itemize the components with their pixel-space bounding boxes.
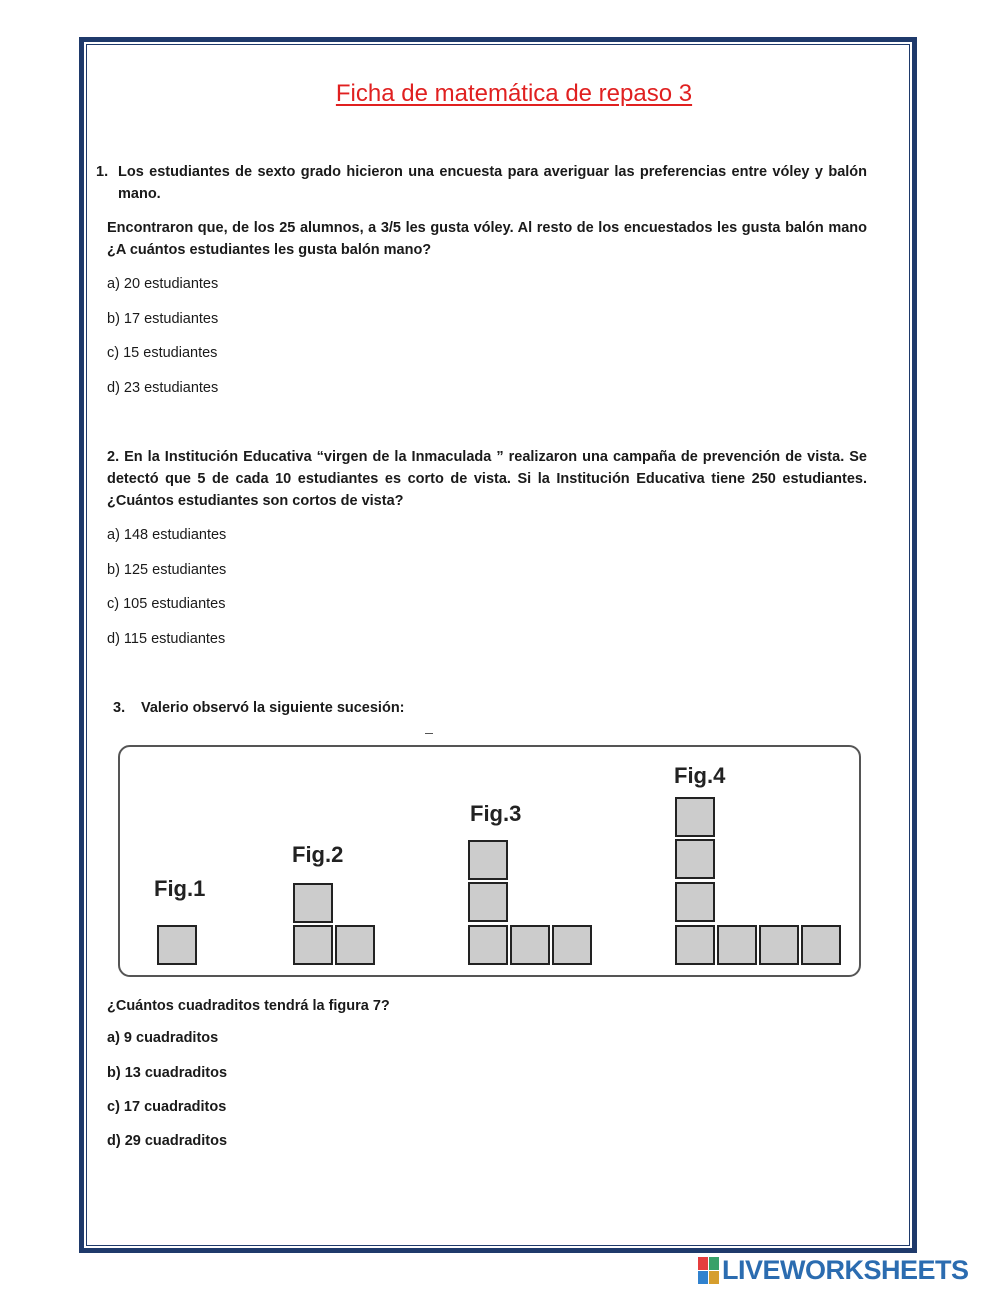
fig-4-square	[717, 925, 757, 965]
fig-2-square	[293, 883, 333, 923]
logo-block	[709, 1271, 719, 1284]
question-3-number: 3.	[113, 700, 126, 716]
fig-4-square	[675, 882, 715, 922]
fig-3-square	[468, 925, 508, 965]
fig-3-square	[552, 925, 592, 965]
question-1-number: 1.	[96, 164, 109, 180]
fig-2-square	[293, 925, 333, 965]
q2-option-c[interactable]: c) 105 estudiantes	[107, 596, 226, 612]
q3-option-d[interactable]: d) 29 cuadraditos	[107, 1133, 228, 1149]
logo-block	[709, 1257, 719, 1270]
question-2-text: 2. En la Institución Educativa “virgen de la Inmaculada ” realizaron una campaña de prevención de vista. Se detectó que 5 de cada 10 estudiantes es corto de vista. Si la Institución Educativa tiene 250 estudiantes. ¿Cuántos estudiantes son cortos de vista?	[107, 449, 867, 509]
q3-option-c[interactable]: c) 17 cuadraditos	[107, 1099, 227, 1115]
liveworksheets-logo[interactable]	[698, 1256, 969, 1284]
question-1-text: Los estudiantes de sexto grado hicieron una encuesta para averiguar las preferencias entre vóley y balón mano.	[118, 164, 867, 202]
fig-4-square	[801, 925, 841, 965]
fig-4-square	[759, 925, 799, 965]
question-1-text-2: Encontraron que, de los 25 alumnos, a 3/5 les gusta vóley. Al resto de los encuestados les gusta balón mano ¿A cuántos estudiantes les gusta balón mano?	[107, 220, 867, 258]
q1-option-d[interactable]: d) 23 estudiantes	[107, 380, 219, 396]
q3-option-a[interactable]: a) 9 cuadraditos	[107, 1030, 219, 1046]
fig-4-square	[675, 925, 715, 965]
fig-3-square	[468, 840, 508, 880]
fig-4-square	[675, 797, 715, 837]
fig-3-square	[468, 882, 508, 922]
fig-2-label: Fig.2	[292, 842, 344, 867]
fig-1-label: Fig.1	[154, 876, 206, 901]
worksheet-title: Ficha de matemática de repaso 3	[335, 80, 693, 107]
fig-2-square	[335, 925, 375, 965]
fig-4-label: Fig.4	[674, 763, 726, 788]
logo-blocks-icon	[698, 1257, 719, 1284]
q2-option-b[interactable]: b) 125 estudiantes	[107, 562, 227, 578]
question-3-text: Valerio observó la siguiente sucesión:	[141, 700, 405, 716]
q2-option-a[interactable]: a) 148 estudiantes	[107, 527, 227, 543]
logo-block	[698, 1271, 708, 1284]
stray-mark	[425, 733, 433, 734]
fig-3-square	[510, 925, 550, 965]
q1-option-b[interactable]: b) 17 estudiantes	[107, 311, 219, 327]
q3-option-b[interactable]: b) 13 cuadraditos	[107, 1065, 228, 1081]
question-1	[96, 161, 867, 205]
logo-text: LIVEWORKSHEETS	[722, 1254, 969, 1285]
question-3-prompt: ¿Cuántos cuadraditos tendrá la figura 7?	[107, 998, 390, 1014]
fig-4-square	[675, 839, 715, 879]
q2-option-d[interactable]: d) 115 estudiantes	[107, 631, 226, 647]
q1-option-c[interactable]: c) 15 estudiantes	[107, 345, 218, 361]
fig-1-square	[157, 925, 197, 965]
fig-3-label: Fig.3	[470, 801, 522, 826]
q1-option-a[interactable]: a) 20 estudiantes	[107, 276, 219, 292]
logo-block	[698, 1257, 708, 1270]
